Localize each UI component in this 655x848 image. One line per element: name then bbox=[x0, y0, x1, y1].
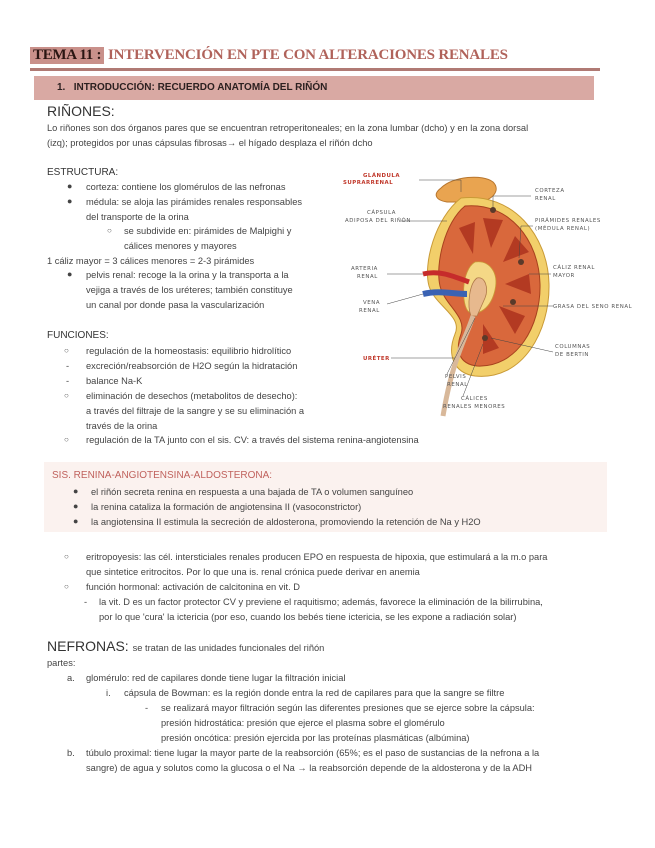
funcion-desechos-1: eliminación de desechos (metabolitos de desecho): bbox=[86, 391, 298, 401]
rinones-heading: RIÑONES: bbox=[47, 103, 115, 119]
diagram-label-glandula-1: GLÁNDULA bbox=[363, 173, 401, 179]
bullet-dash: - bbox=[66, 361, 70, 371]
diagram-label-piramides-2: (MÉDULA RENAL) bbox=[535, 226, 591, 232]
bullet-dot: ● bbox=[73, 501, 79, 511]
estructura-pelvis-2: vejiga a través de los uréteres; también constituye bbox=[86, 285, 293, 295]
nefronas-heading-rest: se tratan de las unidades funcionales del riñón bbox=[132, 643, 325, 653]
nefrona-tubulo-1: túbulo proximal: tiene lugar la mayor parte de la reabsorción (65%; es el paso de sustancias de la nefrona a la bbox=[86, 748, 540, 758]
funciones-heading: FUNCIONES: bbox=[47, 330, 109, 341]
bullet-ring: ○ bbox=[107, 226, 112, 235]
funcion-ta: regulación de la TA junto con el sis. CV: a través del sistema renina-angiotensina bbox=[86, 435, 419, 445]
funcion-hormonal: función hormonal: activación de calcitonina en vit. D bbox=[86, 582, 300, 592]
title-bar bbox=[30, 44, 600, 71]
list-marker-a: a. bbox=[67, 673, 75, 683]
bullet-dash: - bbox=[145, 703, 149, 713]
bullet-dot: ● bbox=[67, 269, 73, 279]
bullet-ring: ○ bbox=[64, 435, 69, 444]
eritropoyesis-line2: que sintetice eritrocitos. Por lo que una is. renal crónica puede derivar en anemia bbox=[86, 567, 420, 577]
nefrona-presiones: se realizará mayor filtración según las diferentes presiones que se ejerce sobre la cápsula: bbox=[161, 703, 535, 713]
diagram-label-caliz-2: MAYOR bbox=[553, 273, 575, 279]
bullet-dot: ● bbox=[67, 181, 73, 191]
rinones-intro-line2: (izq); protegidos por unas cápsulas fibrosas→ el hígado desplaza el riñón dcho bbox=[47, 138, 373, 148]
bullet-ring: ○ bbox=[64, 552, 69, 561]
diagram-label-capsula-1: CÁPSULA bbox=[367, 210, 397, 216]
diagram-label-vena-1: VENA bbox=[363, 300, 381, 306]
diagram-label-grasa: GRASA DEL SENO RENAL bbox=[553, 304, 633, 310]
diagram-label-piramides-1: PIRÁMIDES RENALES bbox=[535, 218, 601, 224]
diagram-label-capsula-2: ADIPOSA DEL RIÑÓN bbox=[345, 218, 411, 224]
tema-label: TEMA 11 : bbox=[30, 47, 104, 64]
diagram-label-corteza-2: RENAL bbox=[535, 196, 556, 202]
funcion-balance: balance Na-K bbox=[86, 376, 143, 386]
vitd-line1: la vit. D es un factor protector CV y previene el raquitismo; además, favorece la eliminación de la bilirrubina, bbox=[99, 597, 543, 607]
nefrona-tubulo-2: sangre) de agua y solutos como la glucosa o el Na → la reabsorción depende de la aldosterona y de la ADH bbox=[86, 763, 533, 773]
page-title: INTERVENCIÓN EN PTE CON ALTERACIONES RENALES bbox=[108, 47, 508, 63]
rinones-intro-line1: Lo riñones son dos órganos pares que se encuentran retroperitoneales; en la zona lumbar (dcho) y en la zona dorsal bbox=[47, 123, 529, 133]
estructura-sub-2: cálices menores y mayores bbox=[124, 241, 237, 251]
diagram-label-caliz-1: CÁLIZ RENAL bbox=[553, 265, 595, 271]
estructura-caliz: 1 cáliz mayor = 3 cálices menores = 2-3 pirámides bbox=[47, 256, 255, 266]
section-number: 1. bbox=[57, 82, 66, 93]
estructura-corteza: corteza: contiene los glomérulos de las nefronas bbox=[86, 182, 286, 192]
nefronas-partes: partes: bbox=[47, 658, 76, 668]
diagram-label-pelvis-2: RENAL bbox=[447, 382, 468, 388]
eritropoyesis-line1: eritropoyesis: las cél. intersticiales renales producen EPO en respuesta de hipoxia, que estimulará a la m.o para bbox=[86, 552, 548, 562]
section-heading-text bbox=[57, 82, 327, 93]
bullet-dot: ● bbox=[73, 486, 79, 496]
kidney-diagram bbox=[343, 166, 638, 418]
nefrona-glomerulo: glomérulo: red de capilares donde tiene lugar la filtración inicial bbox=[86, 673, 346, 683]
bullet-dot: ● bbox=[73, 516, 79, 526]
bullet-dash: - bbox=[84, 597, 88, 607]
funcion-homeostasis: regulación de la homeostasis: equilibrio hidrolítico bbox=[86, 346, 292, 356]
estructura-pelvis-1: pelvis renal: recoge la la orina y la transporta a la bbox=[86, 270, 289, 280]
renina-bullet-3: la angiotensina II estimula la secreción de aldosterona, promoviendo la retención de Na y H2O bbox=[91, 517, 481, 527]
nefrona-bowman: cápsula de Bowman: es la región donde entra la red de capilares para que la sangre se filtre bbox=[124, 688, 505, 698]
estructura-medula-2: del transporte de la orina bbox=[86, 212, 189, 222]
bullet-dash: - bbox=[66, 376, 70, 386]
nefrona-hidrostatica: presión hidrostática: presión que ejerce el plasma sobre el glomérulo bbox=[161, 718, 445, 728]
renina-bullet-2: la renina cataliza la formación de angiotensina II (vasoconstrictor) bbox=[91, 502, 362, 512]
diagram-label-arteria-1: ARTERIA bbox=[351, 266, 378, 272]
nefrona-oncotica: presión oncótica: presión ejercida por las proteínas plasmáticas (albúmina) bbox=[161, 733, 470, 743]
diagram-label-vena-2: RENAL bbox=[359, 308, 380, 314]
renina-title: SIS. RENINA-ANGIOTENSINA-ALDOSTERONA: bbox=[52, 470, 273, 481]
section-heading bbox=[34, 76, 594, 100]
diagram-label-ureter: URÉTER bbox=[363, 356, 390, 362]
nefronas-heading bbox=[47, 638, 324, 654]
nefronas-heading-title: NEFRONAS: bbox=[47, 638, 129, 654]
estructura-heading: ESTRUCTURA: bbox=[47, 167, 119, 178]
funcion-desechos-2: a través del filtraje de la sangre y se su eliminación a bbox=[86, 406, 305, 416]
diagram-label-pelvis-1: PELVIS bbox=[445, 374, 467, 380]
diagram-label-calices-2: RENALES MENORES bbox=[443, 404, 506, 410]
list-marker-b: b. bbox=[67, 748, 75, 758]
renal-vein-shape bbox=[423, 292, 467, 294]
estructura-pelvis-3: un canal por donde pasa la vascularización bbox=[86, 300, 265, 310]
list-marker-i: i. bbox=[106, 688, 111, 698]
diagram-label-arteria-2: RENAL bbox=[357, 274, 378, 280]
diagram-label-calices-1: CÁLICES bbox=[461, 396, 488, 402]
diagram-label-columnas-2: DE BERTIN bbox=[555, 352, 590, 358]
bullet-ring: ○ bbox=[64, 582, 69, 591]
bullet-ring: ○ bbox=[64, 391, 69, 400]
diagram-label-columnas-1: COLUMNAS bbox=[555, 344, 591, 350]
estructura-sub-1: se subdivide en: pirámides de Malpighi y bbox=[124, 226, 292, 236]
funcion-excrecion: excreción/reabsorción de H2O según la hidratación bbox=[86, 361, 298, 371]
section-title: INTRODUCCIÓN: RECUERDO ANATOMÍA DEL RIÑÓN bbox=[73, 82, 328, 93]
bullet-ring: ○ bbox=[64, 346, 69, 355]
funcion-desechos-3: través de la orina bbox=[86, 421, 158, 431]
bullet-dot: ● bbox=[67, 196, 73, 206]
estructura-medula-1: médula: se aloja las pirámides renales responsables bbox=[86, 197, 303, 207]
renina-bullet-1: el riñón secreta renina en respuesta a una bajada de TA o volumen sanguíneo bbox=[91, 487, 414, 497]
diagram-label-corteza-1: CORTEZA bbox=[535, 188, 565, 194]
diagram-label-glandula-2: SUPRARRENAL bbox=[343, 180, 394, 186]
vitd-line2: por lo que 'cura' la ictericia (por eso, cuando los bebés tiene ictericia, se les expone a radiación solar) bbox=[99, 612, 517, 622]
